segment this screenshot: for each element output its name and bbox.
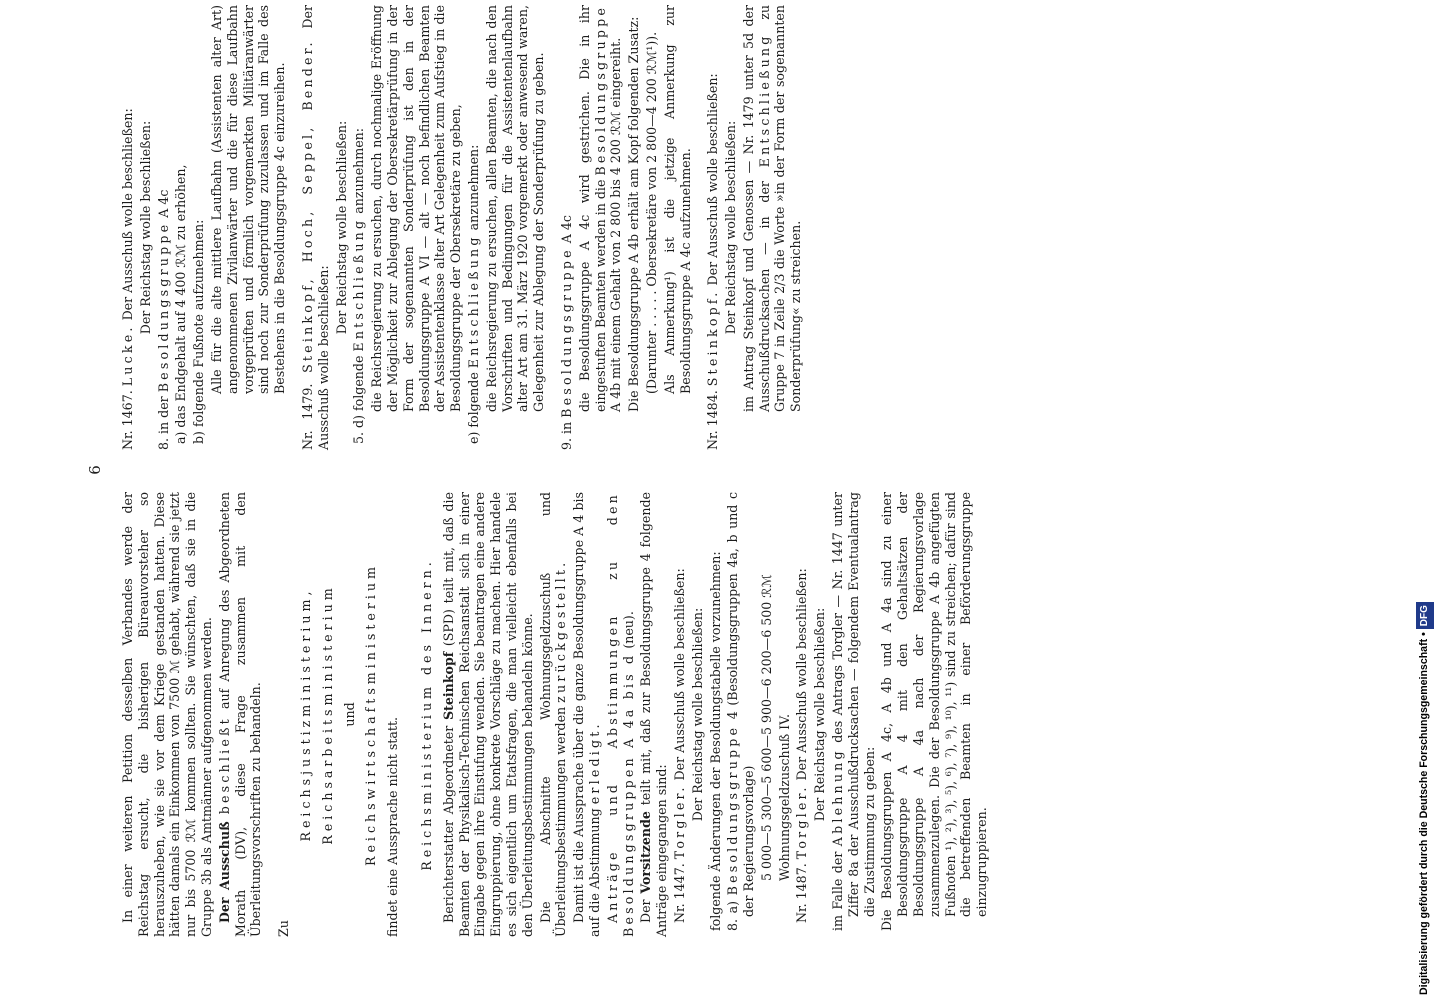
motion-item: 9. in Besoldungsgruppe A 4c [558,215,574,450]
paragraph: Berichterstatter Abgeordneter Steinkopf (SPD) teilt mit, daß die Beamten der Physikalisch-Technischen Reichsanstalt sich in einer Eingabe gegen ihre Einstufung wenden. Sie beantragen eine andere Eingruppierung, ohne konkrete Vorschläge zu machen. Hier handele es sich eigentlich um Etatsfragen, die man vielleicht ebenfalls bei den Überleitungsbestimmungen behandeln könne. [440,492,535,937]
motion-item: b) folgende Fußnote aufzunehmen: [191,219,207,444]
paragraph: Der Vorsitzende teilt mit, daß zur Besoldungsgruppe 4 folgende Anträge eingegangen sind: [638,492,670,937]
paragraph: im Antrag Steinkopf und Genossen — Nr. 1479 unter 5d der Ausschußdrucksachen — in der Entschließung zu Gruppe 7 in Zeile 2/3 die Worte »in der Form der sogenannten Sonderprüfung« zu streichen. [740,5,804,412]
motion-item: 8. in der Besoldungsgruppe A 4c [155,189,171,450]
paragraph: die Besoldungsgruppe A 4c wird gestrichen. Die in ihr eingestuften Beamten werden in die Besoldungsgruppe A 4b mit einem Gehalt von 2 800 bis 4 200 ℛℳ eingereiht. [576,5,624,412]
footnote-text: Alle für die alte mittlere Laufbahn (Assistenten alter Art) angenommenen Zivilanwärter und die für diese Laufbahn vorgeprüften und förmlich vorgemerkten Militäranwärter sind noch zur Sonderprüfung zuzulassen und im Falle des Bestehens in die Besoldungsgruppe 4c einzureihen. [208,5,288,394]
ministry-heading: Reichsarbeitsministerium [319,584,335,845]
motion-item: 8. a) Besoldungsgruppe 4 (Besoldungsgruppen 4a, b und c der Regierungsvorlage) [725,492,757,931]
motion-item: a) das Endgehalt auf 4 400 ℛℳ zu erhöhen, [173,164,189,444]
resolution-text: die Reichsregierung zu ersuchen, allen Beamten, die nach den Vorschriften und Bedingungen für die Assistentenlaufbahn alter Art am 31. März 1920 vorgemerkt oder anwesend waren, Gelegenheit zur Ablegung der Sonderprüfung zu geben. [483,5,547,412]
paragraph: Die Besoldungsgruppen A 4c, A 4b und A 4a sind zu einer Besoldungsgruppe A 4 mit den Gehaltsätzen der Besoldungsgruppe A 4a nach der Regierungsvorlage zusammenzulegen. Die der Besoldungsgruppe A 4b angefügten Fußnoten ¹), ²), ³), ⁵), ⁶), ⁷), ⁹), ¹⁰), ¹¹) sind zu streichen; dafür sind die betreffenden Beamten in einer Beförderungsgruppe einzugruppieren. [879,492,990,931]
paragraph: findet eine Aussprache nicht statt. [385,716,401,937]
paragraph: Die Abschnitte Wohnungsgeldzuschuß und Überleitungsbestimmungen werden zurückgestellt. [537,492,569,937]
rotated-page [86,0,1410,965]
salary-scale: 5 000—5 300—5 600—5 900—6 200—6 500 ℛℳ [758,574,774,881]
paragraph: Als Anmerkung¹) ist die jetzige Anmerkung zur Besoldungsgruppe A 4c aufzunehmen. [661,5,693,394]
paragraph: Anträge und Abstimmungen zu den Besoldungsgruppen A 4a bis d (neu). [604,492,636,937]
page-number: 6 [86,465,104,475]
paragraph: Wohnungsgeldzuschuß IV. [776,713,792,881]
paragraph: Damit ist die Aussprache über die ganze Besoldungsgruppe A 4 bis auf die Abstimmung erledigt. [571,492,602,937]
conjunction: und [341,702,357,727]
ministry-heading: Reichswirtschaftsministerium [363,563,379,866]
paragraph: Der Reichstag wolle beschließen: [723,120,739,335]
motion-heading: Nr. 1487. Torgler. Der Ausschuß wolle beschließen: [794,568,810,923]
resolution-text: die Reichsregierung zu ersuchen, durch nochmalige Eröffnung der Möglichkeit zur Ablegung der Obersekretärprüfung in der Form der sogenannten Sonderprüfung ist den in der Besoldungsgruppe A VI — alt — noch befindlichen Beamten der Assistentenklasse alter Art Gelegenheit zum Aufstieg in die Besoldungsgruppe der Obersekretäre zu geben, [369,5,464,412]
paragraph: (Darunter . . . . . Obersekretäre von 2 800—4 200 ℛℳ¹)). [643,31,659,394]
digitization-credit [1412,0,1434,1000]
right-column [120,5,806,450]
paragraph: Der Reichstag wolle beschließen: [137,120,153,335]
zu-label: Zu [276,920,292,937]
ministry-heading: Reichsministerium des Innern. [418,558,434,871]
paragraph: Der Reichstag wolle beschließen: [333,120,349,335]
left-column [120,492,992,937]
paragraph: folgende Änderungen der Besoldungstabelle vorzunehmen: [707,551,723,931]
motion-heading: Nr. 1484. Steinkopf. Der Ausschuß wolle beschließen: [705,73,721,450]
motion-heading: Nr. 1467. Lucke. Der Ausschuß wolle beschließen: [120,108,135,450]
dfg-logo: DFG [1416,602,1434,629]
ministry-heading: Reichsjustizministerium, [297,587,313,842]
credit-text: Digitalisierung gefördert durch die Deutsche Forschungsgemeinschaft • [1418,632,1430,995]
paragraph: im Falle der Ablehnung des Antrags Torgler — Nr. 1447 unter Ziffer 8a der Ausschußdrucksachen — folgendem Eventualantrag die Zustimmung zu geben: [830,492,877,931]
paragraph: Der Ausschuß beschließt auf Anregung des Abgeordneten Morath (DV), diese Frage zusammen mit den Überleitungsvorschriften zu behandeln. [216,492,264,937]
motion-item: e) folgende Entschließung anzunehmen: [465,144,481,444]
paragraph: Der Reichstag wolle beschließen: [812,607,828,822]
motion-heading: Nr. 1479. Steinkopf, Hoch, Seppel, Bender. Der Ausschuß wolle beschließen: [299,5,331,450]
motion-heading: Nr. 1447. Torgler. Der Ausschuß wolle beschließen: [671,568,687,923]
paragraph: Die Besoldungsgruppe A 4b erhält am Kopf folgenden Zusatz: [626,16,642,412]
motion-item: 5. d) folgende Entschließung anzunehmen: [351,127,367,444]
paragraph: Der Reichstag wolle beschließen: [689,607,705,822]
paragraph: In einer weiteren Petition desselben Verbandes werde der Reichstag ersucht, die bisherigen Büreauvorsteher so herauszuheben, wie sie vor dem Kriege gestanden hatten. Diese hätten damals ein Einkommen von 7500 ℳ gehabt, während sie jetzt nur bis 5700 ℛℳ kommen sollten. Sie wünschten, daß sie in die Gruppe 3b als Amtmänner aufgenommen werden. [120,492,214,937]
